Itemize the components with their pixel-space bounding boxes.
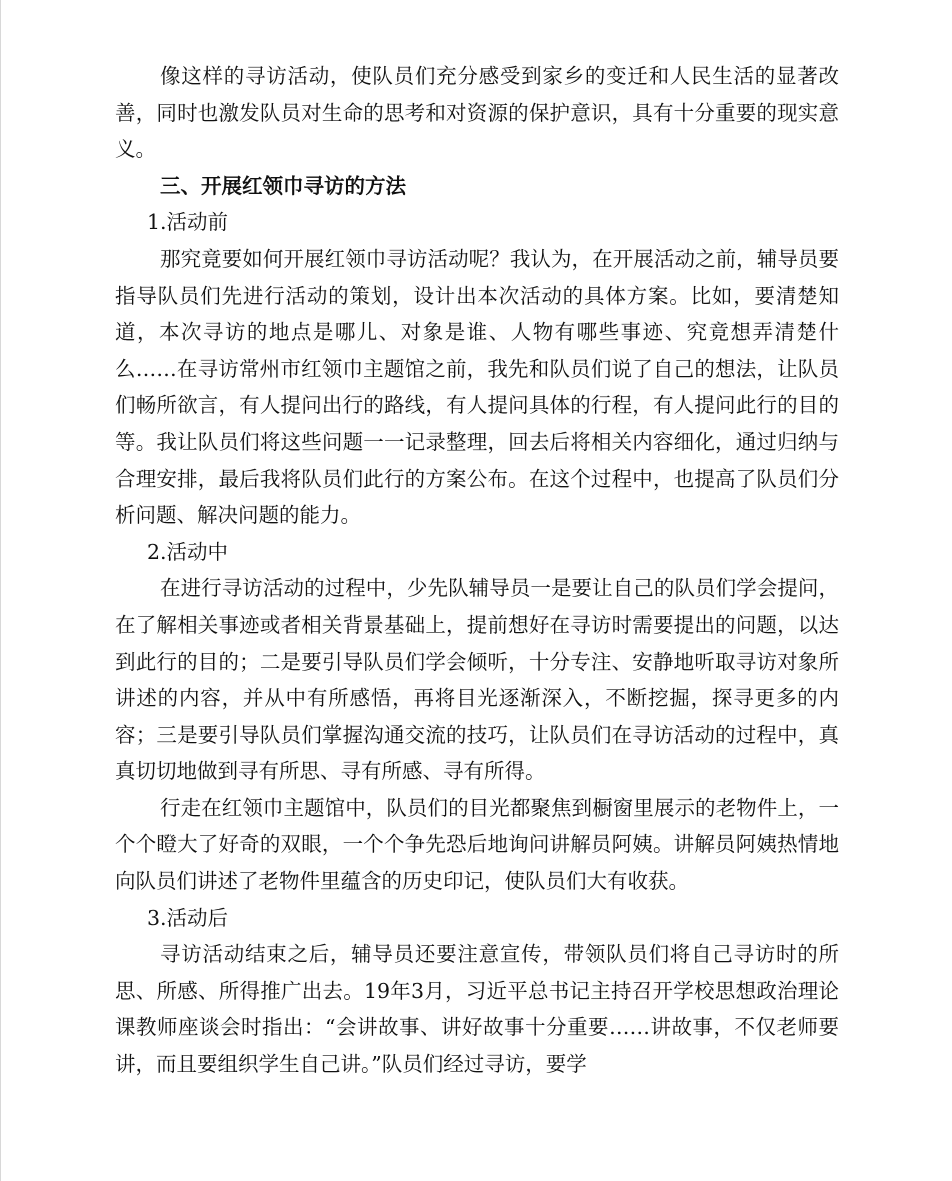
paragraph-2: 那究竟要如何开展红领巾寻访活动呢？我认为，在开展活动之前，辅导员要指导队员们先进行活动的策划，设计出本次活动的具体方案。比如，要清楚知道，本次寻访的地点是哪儿、对象是谁、人物有哪些事迹、究竟想弄清楚什么……在寻访常州市红领巾主题馆之前，我先和队员们说了自己的想法，让队员们畅所欲言，有人提问出行的路线，有人提问具体的行程，有人提问此行的目的等。我让队员们将这些问题一一记录整理，回去后将相关内容细化，通过归纳与合理安排，最后我将队员们此行的方案公布。在这个过程中，也提高了队员们分析问题、解决问题的能力。 <box>115 246 839 528</box>
section-heading: 三、开展红领巾寻访的方法 <box>160 173 406 198</box>
document-body <box>115 58 839 1083</box>
subheading-during-activity: 2.活动中 <box>147 539 229 564</box>
paragraph-1: 像这样的寻访活动，使队员们充分感受到家乡的变迁和人民生活的显著改善，同时也激发队员对生命的思考和对资源的保护意识，具有十分重要的现实意义。 <box>115 64 839 162</box>
subheading-before-activity: 1.活动前 <box>147 210 229 235</box>
paragraph-4: 行走在红领巾主题馆中，队员们的目光都聚焦到橱窗里展示的老物件上，一个个瞪大了好奇的双眼，一个个争先恐后地询问讲解员阿姨。讲解员阿姨热情地向队员们讲述了老物件里蕴含的历史印记，使队员们大有收获。 <box>115 795 839 894</box>
paragraph-3: 在进行寻访活动的过程中，少先队辅导员一是要让自己的队员们学会提问，在了解相关事迹或者相关背景基础上，提前想好在寻访时需要提出的问题，以达到此行的目的；二是要引导队员们学会倾听，十分专注、安静地听取寻访对象所讲述的内容，并从中有所感悟，再将目光逐渐深入，不断挖掘，探寻更多的内容；三是要引导队员们掌握沟通交流的技巧，让队员们在寻访活动的过程中，真真切切地做到寻有所思、寻有所感、寻有所得。 <box>115 576 839 784</box>
page-edge-divider <box>0 0 1 1181</box>
paragraph-5: 寻访活动结束之后，辅导员还要注意宣传，带领队员们将自己寻访时的所思、所感、所得推广出去。19年3月，习近平总书记主持召开学校思想政治理论课教师座谈会时指出：“会讲故事、讲好故事十分重要……讲故事，不仅老师要讲，而且要组织学生自己讲。”队员们经过寻访，要学 <box>115 942 839 1077</box>
subheading-after-activity: 3.活动后 <box>147 905 229 930</box>
